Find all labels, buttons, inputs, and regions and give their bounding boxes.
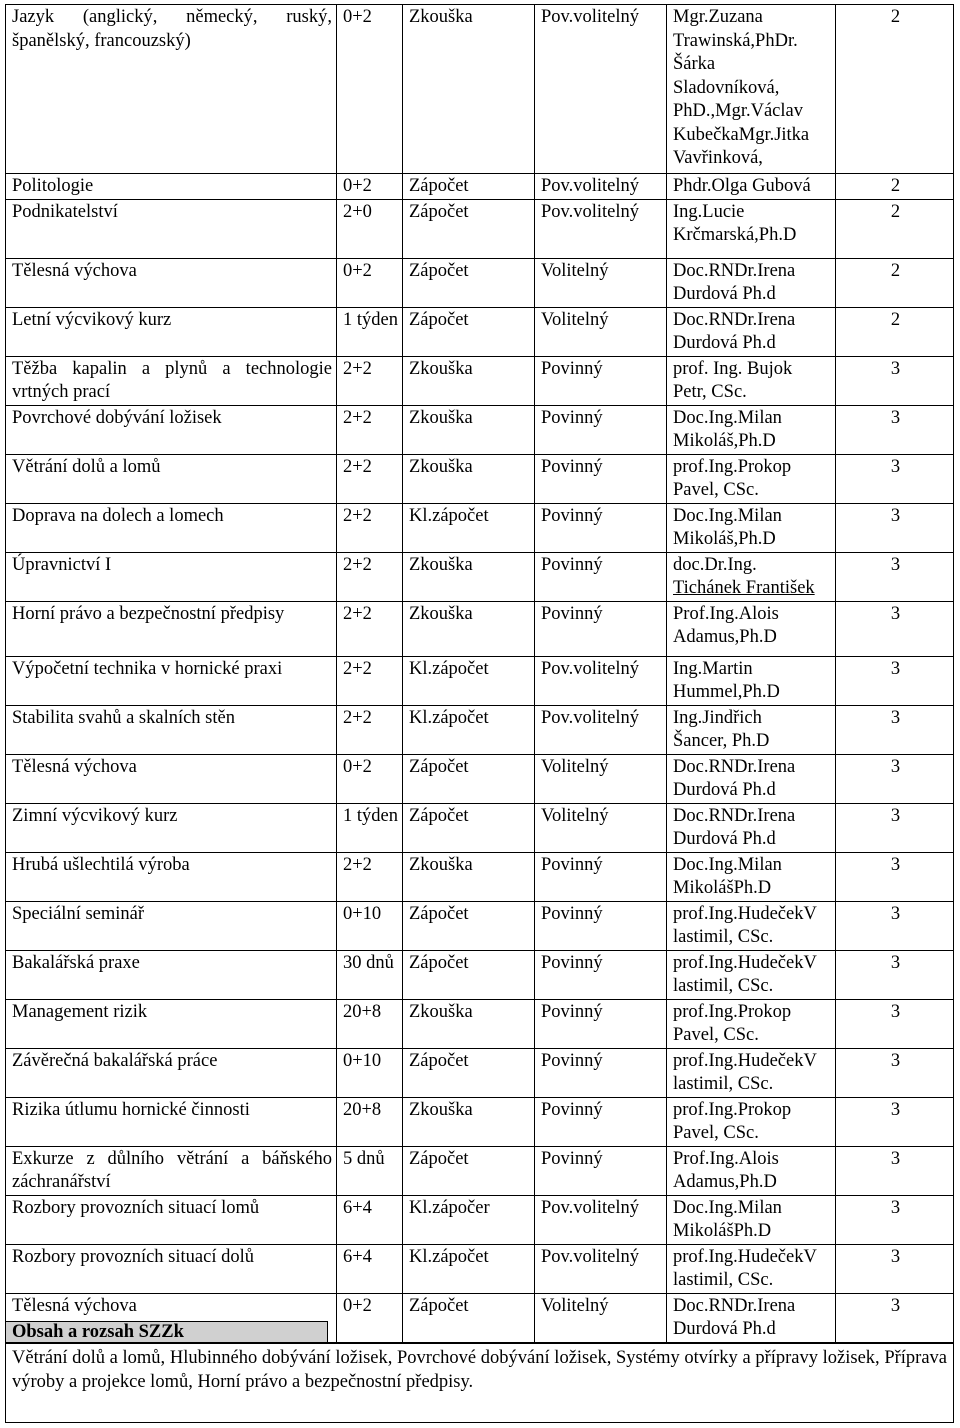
table-row	[6, 552, 954, 601]
subject-status-cell: Povinný	[535, 999, 667, 1048]
completion-type-cell: Zkouška	[403, 1097, 535, 1146]
subject-status-cell: Pov.volitelný	[535, 174, 667, 200]
teacher-cell	[667, 803, 836, 852]
teacher-line: Adamus,Ph.D	[673, 1172, 777, 1192]
credits-cell: 3	[836, 552, 954, 601]
credits-cell: 3	[836, 656, 954, 705]
teacher-line: Petr, CSc.	[673, 382, 747, 402]
subject-name-cell: Management rizik	[6, 999, 337, 1048]
credits-cell: 3	[836, 1146, 954, 1195]
teacher-line: Krčmarská,Ph.D	[673, 225, 797, 245]
teacher-line: KubečkaMgr.Jitka	[673, 124, 810, 145]
teacher-cell	[667, 999, 836, 1048]
teacher-line: prof.Ing.HudečekV	[673, 1050, 817, 1071]
szzk-content: Větrání dolů a lomů, Hlubinného dobývání ložisek, Povrchové dobývání ložisek, Systémy otvírky a přípravy ložisek, Příprava výroby a projekce lomů, Horní právo a bezpečnostní předpisy.	[5, 1343, 954, 1423]
hours-cell: 1 týden	[337, 803, 403, 852]
subject-status-cell: Povinný	[535, 601, 667, 656]
credits-cell: 3	[836, 601, 954, 656]
completion-type-cell: Zápočet	[403, 258, 535, 307]
subject-name-cell: Horní právo a bezpečnostní předpisy	[6, 601, 337, 656]
subject-name-cell: Zimní výcvikový kurz	[6, 803, 337, 852]
credits-cell: 3	[836, 1244, 954, 1293]
subject-status-cell: Povinný	[535, 552, 667, 601]
hours-cell: 2+2	[337, 852, 403, 901]
teacher-line: Durdová Ph.d	[673, 1319, 776, 1339]
hours-cell: 0+2	[337, 754, 403, 803]
teacher-cell	[667, 1293, 836, 1342]
teacher-line: prof.Ing.HudečekV	[673, 903, 817, 924]
subject-status-cell: Pov.volitelný	[535, 5, 667, 174]
subject-name-cell: Výpočetní technika v hornické praxi	[6, 656, 337, 705]
teacher-cell	[667, 356, 836, 405]
teacher-line: prof.Ing.HudečekV	[673, 952, 817, 973]
teacher-cell	[667, 1244, 836, 1293]
completion-type-cell: Zápočet	[403, 1048, 535, 1097]
teacher-line: Šancer, Ph.D	[673, 731, 770, 751]
hours-cell: 0+2	[337, 1293, 403, 1342]
table-row	[6, 705, 954, 754]
completion-type-cell: Kl.zápočet	[403, 656, 535, 705]
hours-cell: 6+4	[337, 1195, 403, 1244]
completion-type-cell: Zápočet	[403, 901, 535, 950]
hours-cell: 2+2	[337, 405, 403, 454]
subject-status-cell: Volitelný	[535, 754, 667, 803]
hours-cell: 2+2	[337, 356, 403, 405]
teacher-line: Doc.Ing.Milan	[673, 1197, 782, 1218]
subject-status-cell: Povinný	[535, 1048, 667, 1097]
subject-name-cell: Politologie	[6, 174, 337, 200]
subject-name-cell: Speciální seminář	[6, 901, 337, 950]
teacher-cell	[667, 5, 836, 174]
subject-name-cell: Větrání dolů a lomů	[6, 454, 337, 503]
teacher-line: Pavel, CSc.	[673, 1025, 759, 1045]
subject-name-cell: Tělesná výchova	[6, 754, 337, 803]
completion-type-cell: Zkouška	[403, 601, 535, 656]
subject-name-cell: Závěrečná bakalářská práce	[6, 1048, 337, 1097]
hours-cell: 0+2	[337, 5, 403, 174]
credits-cell: 2	[836, 174, 954, 200]
teacher-line: PhD.,Mgr.Václav	[673, 101, 803, 121]
credits-cell: 3	[836, 1048, 954, 1097]
completion-type-cell: Zkouška	[403, 552, 535, 601]
teacher-line: lastimil, CSc.	[673, 1270, 774, 1290]
teacher-line: Adamus,Ph.D	[673, 627, 777, 647]
subject-name-cell: Jazyk (anglický, německý, ruský, španělský, francouzský)	[6, 5, 337, 174]
teacher-line: Mgr.Zuzana	[673, 7, 763, 27]
teacher-line: Mikoláš,Ph.D	[673, 529, 776, 549]
subject-status-cell: Pov.volitelný	[535, 656, 667, 705]
subject-status-cell: Volitelný	[535, 1293, 667, 1342]
teacher-cell	[667, 307, 836, 356]
credits-cell: 3	[836, 356, 954, 405]
table-row	[6, 503, 954, 552]
table-row	[6, 1244, 954, 1293]
teacher-line: Doc.Ing.Milan	[673, 854, 782, 875]
teacher-line: Pavel, CSc.	[673, 1123, 759, 1143]
completion-type-cell: Zkouška	[403, 405, 535, 454]
teacher-line: prof.Ing.Prokop	[673, 1099, 792, 1120]
teacher-line: Doc.RNDr.Irena	[673, 260, 796, 281]
table-row	[6, 199, 954, 258]
hours-cell: 2+0	[337, 199, 403, 258]
completion-type-cell: Zápočet	[403, 754, 535, 803]
table-row	[6, 1048, 954, 1097]
teacher-line: Hummel,Ph.D	[673, 682, 780, 702]
teacher-line: Ing.Lucie	[673, 201, 745, 222]
subject-status-cell: Pov.volitelný	[535, 705, 667, 754]
teacher-line: doc.Dr.Ing.	[673, 554, 757, 575]
table-row	[6, 1097, 954, 1146]
teacher-line: Prof.Ing.Alois	[673, 1148, 779, 1169]
teacher-line: Vavřinková,	[673, 148, 763, 168]
subject-name-cell: Bakalářská praxe	[6, 950, 337, 999]
hours-cell: 2+2	[337, 705, 403, 754]
subject-name-cell: Doprava na dolech a lomech	[6, 503, 337, 552]
hours-cell: 2+2	[337, 454, 403, 503]
credits-cell: 3	[836, 852, 954, 901]
subject-name-cell: Rizika útlumu hornické činnosti	[6, 1097, 337, 1146]
table-row	[6, 174, 954, 200]
teacher-line: Durdová Ph.d	[673, 780, 776, 800]
teacher-cell	[667, 503, 836, 552]
teacher-line: Sladovníková,	[673, 77, 780, 98]
teacher-line: lastimil, CSc.	[673, 976, 774, 996]
teacher-line: Tichánek František	[673, 578, 815, 598]
completion-type-cell: Kl.zápočet	[403, 705, 535, 754]
credits-cell: 3	[836, 754, 954, 803]
subject-status-cell: Povinný	[535, 1097, 667, 1146]
table-row	[6, 999, 954, 1048]
teacher-cell	[667, 1146, 836, 1195]
subject-status-cell: Povinný	[535, 852, 667, 901]
subject-status-cell: Pov.volitelný	[535, 199, 667, 258]
subject-name-cell: Úpravnictví I	[6, 552, 337, 601]
teacher-cell	[667, 1048, 836, 1097]
credits-cell: 2	[836, 307, 954, 356]
teacher-line: Doc.RNDr.Irena	[673, 1295, 796, 1316]
credits-cell: 2	[836, 258, 954, 307]
teacher-line: prof.Ing.HudečekV	[673, 1246, 817, 1267]
teacher-cell	[667, 656, 836, 705]
teacher-line: Prof.Ing.Alois	[673, 603, 779, 624]
hours-cell: 20+8	[337, 1097, 403, 1146]
subject-name-cell: Hrubá ušlechtilá výroba	[6, 852, 337, 901]
subject-status-cell: Pov.volitelný	[535, 1244, 667, 1293]
table-row	[6, 454, 954, 503]
hours-cell: 30 dnů	[337, 950, 403, 999]
credits-cell: 2	[836, 5, 954, 174]
hours-cell: 1 týden	[337, 307, 403, 356]
teacher-line: prof.Ing.Prokop	[673, 456, 792, 477]
credits-cell: 3	[836, 454, 954, 503]
hours-cell: 6+4	[337, 1244, 403, 1293]
teacher-line: Mikoláš,Ph.D	[673, 431, 776, 451]
teacher-line: lastimil, CSc.	[673, 1074, 774, 1094]
completion-type-cell: Kl.zápočet	[403, 1244, 535, 1293]
table-row	[6, 950, 954, 999]
credits-cell: 3	[836, 1097, 954, 1146]
teacher-line: Durdová Ph.d	[673, 829, 776, 849]
subject-name-cell: Tělesná výchova	[6, 258, 337, 307]
table-row	[6, 1195, 954, 1244]
teacher-cell	[667, 258, 836, 307]
completion-type-cell: Zápočet	[403, 950, 535, 999]
teacher-cell	[667, 950, 836, 999]
subject-status-cell: Volitelný	[535, 803, 667, 852]
teacher-line: Doc.RNDr.Irena	[673, 805, 796, 826]
subject-status-cell: Povinný	[535, 405, 667, 454]
teacher-line: Ing.Jindřich	[673, 707, 762, 728]
teacher-line: Doc.RNDr.Irena	[673, 309, 796, 330]
subject-name-cell: Exkurze z důlního větrání a báňského záchranářství	[6, 1146, 337, 1195]
table-row	[6, 803, 954, 852]
subject-status-cell: Povinný	[535, 503, 667, 552]
hours-cell: 2+2	[337, 552, 403, 601]
hours-cell: 5 dnů	[337, 1146, 403, 1195]
hours-cell: 20+8	[337, 999, 403, 1048]
credits-cell: 3	[836, 503, 954, 552]
subject-name-cell: Tělesná výchova	[6, 1293, 337, 1342]
table-row	[6, 307, 954, 356]
subject-status-cell: Povinný	[535, 1146, 667, 1195]
completion-type-cell: Zápočet	[403, 174, 535, 200]
hours-cell: 0+10	[337, 1048, 403, 1097]
teacher-line: Šárka	[673, 54, 716, 74]
szzk-heading: Obsah a rozsah SZZk	[5, 1321, 328, 1343]
credits-cell: 3	[836, 803, 954, 852]
teacher-line: lastimil, CSc.	[673, 927, 774, 947]
table-row	[6, 356, 954, 405]
teacher-line: Durdová Ph.d	[673, 333, 776, 353]
completion-type-cell: Zápočet	[403, 199, 535, 258]
teacher-cell	[667, 405, 836, 454]
table-row	[6, 901, 954, 950]
table-row	[6, 5, 954, 174]
credits-cell: 3	[836, 999, 954, 1048]
teacher-line: prof. Ing. Bujok	[673, 358, 793, 379]
table-row	[6, 601, 954, 656]
hours-cell: 0+2	[337, 174, 403, 200]
subjects-table-body	[6, 5, 954, 1343]
subject-name-cell: Rozbory provozních situací dolů	[6, 1244, 337, 1293]
table-row	[6, 754, 954, 803]
credits-cell: 3	[836, 1195, 954, 1244]
completion-type-cell: Zkouška	[403, 5, 535, 174]
completion-type-cell: Kl.zápočet	[403, 503, 535, 552]
table-row	[6, 405, 954, 454]
hours-cell: 0+10	[337, 901, 403, 950]
teacher-cell	[667, 199, 836, 258]
teacher-line: prof.Ing.Prokop	[673, 1001, 792, 1022]
teacher-cell	[667, 454, 836, 503]
teacher-line: MikolášPh.D	[673, 878, 772, 898]
table-row	[6, 656, 954, 705]
teacher-line: Doc.RNDr.Irena	[673, 756, 796, 777]
teacher-cell	[667, 705, 836, 754]
hours-cell: 2+2	[337, 656, 403, 705]
completion-type-cell: Zkouška	[403, 356, 535, 405]
subject-name-cell: Těžba kapalin a plynů a technologie vrtných prací	[6, 356, 337, 405]
table-row	[6, 1146, 954, 1195]
completion-type-cell: Zápočet	[403, 307, 535, 356]
subject-status-cell: Povinný	[535, 950, 667, 999]
teacher-cell	[667, 754, 836, 803]
table-row	[6, 852, 954, 901]
table-row	[6, 258, 954, 307]
credits-cell: 2	[836, 199, 954, 258]
completion-type-cell: Kl.zápočer	[403, 1195, 535, 1244]
subject-status-cell: Volitelný	[535, 307, 667, 356]
completion-type-cell: Zápočet	[403, 803, 535, 852]
subject-name-cell: Podnikatelství	[6, 199, 337, 258]
subjects-table	[5, 4, 954, 1343]
subject-status-cell: Povinný	[535, 454, 667, 503]
completion-type-cell: Zápočet	[403, 1293, 535, 1342]
teacher-cell	[667, 1195, 836, 1244]
teacher-line: Trawinská,PhDr.	[673, 30, 798, 51]
credits-cell: 3	[836, 1293, 954, 1342]
teacher-cell	[667, 1097, 836, 1146]
hours-cell: 0+2	[337, 258, 403, 307]
teacher-line: Doc.Ing.Milan	[673, 407, 782, 428]
teacher-cell	[667, 601, 836, 656]
teacher-line: MikolášPh.D	[673, 1221, 772, 1241]
credits-cell: 3	[836, 705, 954, 754]
teacher-line: Ing.Martin	[673, 658, 753, 679]
hours-cell: 2+2	[337, 503, 403, 552]
teacher-cell	[667, 901, 836, 950]
teacher-line: Doc.Ing.Milan	[673, 505, 782, 526]
completion-type-cell: Zápočet	[403, 1146, 535, 1195]
teacher-line: Pavel, CSc.	[673, 480, 759, 500]
completion-type-cell: Zkouška	[403, 454, 535, 503]
credits-cell: 3	[836, 950, 954, 999]
subject-status-cell: Povinný	[535, 356, 667, 405]
teacher-line: Durdová Ph.d	[673, 284, 776, 304]
subject-name-cell: Stabilita svahů a skalních stěn	[6, 705, 337, 754]
completion-type-cell: Zkouška	[403, 999, 535, 1048]
subject-status-cell: Volitelný	[535, 258, 667, 307]
completion-type-cell: Zkouška	[403, 852, 535, 901]
teacher-cell	[667, 552, 836, 601]
credits-cell: 3	[836, 405, 954, 454]
subject-name-cell: Letní výcvikový kurz	[6, 307, 337, 356]
subject-status-cell: Pov.volitelný	[535, 1195, 667, 1244]
subject-name-cell: Povrchové dobývání ložisek	[6, 405, 337, 454]
hours-cell: 2+2	[337, 601, 403, 656]
teacher-line: Phdr.Olga Gubová	[673, 176, 811, 196]
teacher-cell	[667, 174, 836, 200]
subject-status-cell: Povinný	[535, 901, 667, 950]
teacher-cell	[667, 852, 836, 901]
subject-name-cell: Rozbory provozních situací lomů	[6, 1195, 337, 1244]
credits-cell: 3	[836, 901, 954, 950]
